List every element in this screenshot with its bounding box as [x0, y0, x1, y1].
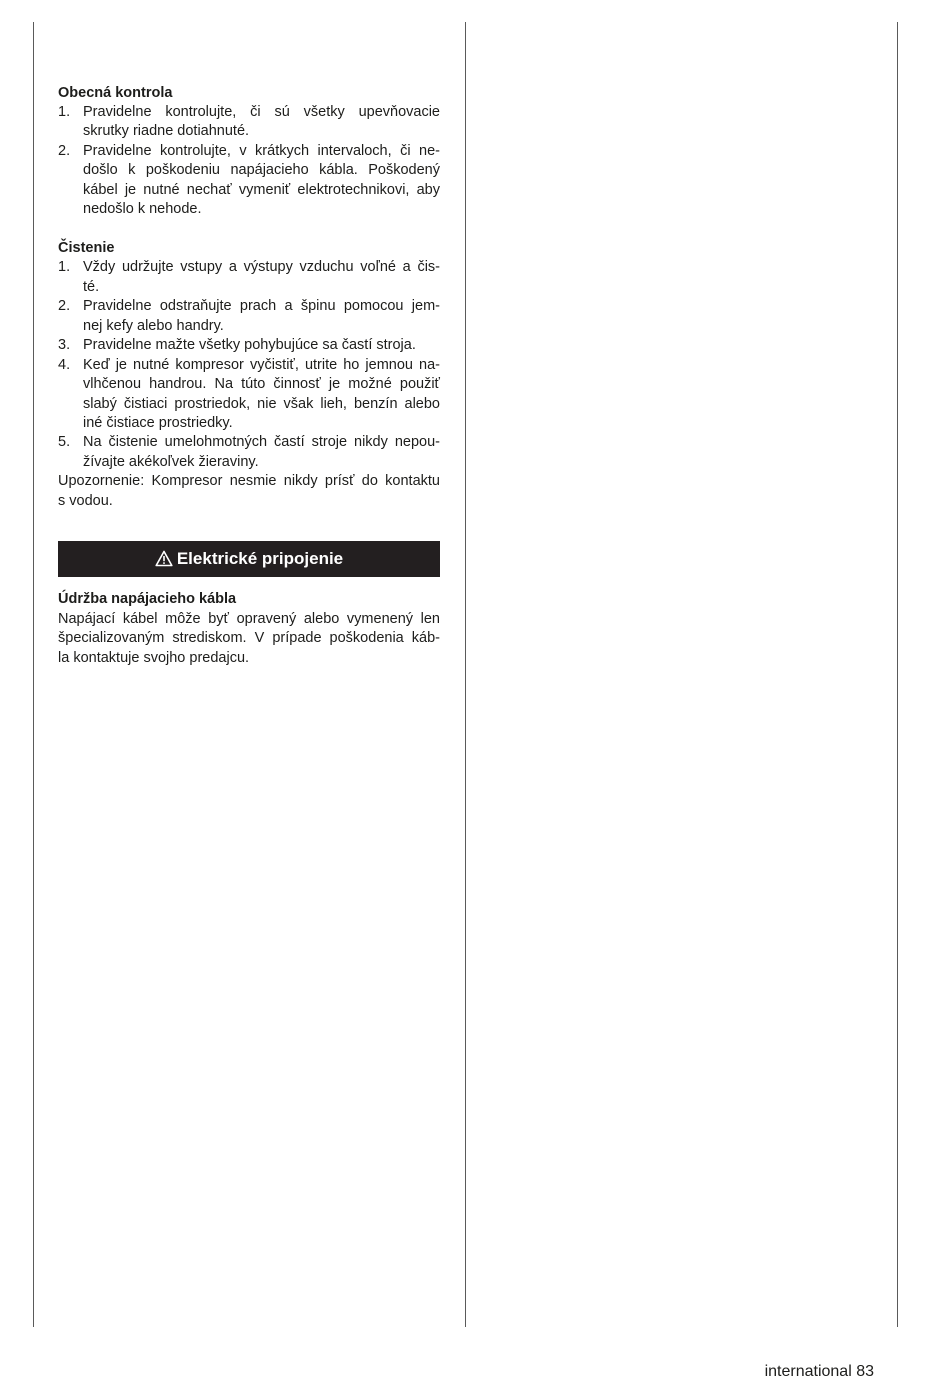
item-text — [83, 336, 440, 355]
page-footer — [765, 1362, 874, 1382]
text-line: Upozornenie: Kompresor nesmie nikdy prísť do kontaktu — [58, 473, 440, 490]
text-line: skrutky riadne dotiahnuté. — [83, 123, 250, 140]
page-number: 83 — [856, 1363, 874, 1380]
list-item — [58, 258, 440, 297]
text-line: Pravidelne kontrolujte, v krátkych intervaloch, či ne- — [83, 142, 440, 159]
text-line: la kontaktuje svojho predajcu. — [58, 649, 250, 666]
column-divider-rule — [465, 22, 466, 1327]
section-heading-general-check: Obecná kontrola — [58, 84, 173, 101]
section-spacer — [58, 220, 440, 239]
left-margin-rule — [33, 22, 34, 1327]
footer-label: international — [764, 1363, 852, 1380]
item-text — [83, 103, 440, 142]
item-text — [83, 433, 440, 472]
text-line: iné čistiace prostriedky. — [83, 414, 233, 431]
item-text — [83, 297, 440, 336]
item-number: 1. — [58, 103, 71, 120]
text-line: s vodou. — [58, 492, 113, 509]
list-item — [58, 297, 440, 336]
section-heading-cleaning: Čistenie — [58, 240, 115, 256]
list-item — [58, 356, 440, 434]
text-line: žívajte akékoľvek žieraviny. — [83, 453, 259, 470]
text-line: vlhčenou handrou. Na túto činnosť je možné použiť — [83, 376, 440, 393]
list-item — [58, 433, 440, 472]
item-number: 5. — [58, 434, 71, 451]
item-text — [83, 142, 440, 220]
maintenance-text-block — [58, 84, 440, 512]
item-number: 4. — [58, 356, 71, 373]
text-line: nej kefy alebo handry. — [83, 317, 224, 334]
section-banner-electrical-connection — [58, 541, 440, 577]
text-line: slabý čistiaci prostriedok, nie však lieh, benzín alebo — [83, 395, 440, 412]
text-line: Na čistenie umelohmotných častí stroje nikdy nepou- — [83, 434, 440, 451]
list-item — [58, 142, 440, 220]
list-item — [58, 336, 440, 355]
text-line: nedošlo k nehode. — [83, 201, 202, 218]
text-line: kábel je nutné nechať vymeniť elektrotechnikovi, aby — [83, 181, 440, 198]
item-text — [83, 356, 440, 434]
text-line: té. — [83, 278, 100, 295]
text-line: Napájací kábel môže byť opravený alebo vymenený len — [58, 610, 440, 627]
text-line: Pravidelne odstraňujte prach a špinu pomocou jem- — [83, 298, 440, 315]
text-line: Pravidelne kontrolujte, či sú všetky upevňovacie — [83, 103, 440, 120]
warning-icon — [155, 550, 173, 567]
item-number: 2. — [58, 142, 71, 159]
text-line: Pravidelne mažte všetky pohybujúce sa častí stroja. — [83, 337, 416, 354]
cable-maintenance-block — [58, 590, 440, 668]
cleaning-note — [58, 472, 440, 511]
right-margin-rule — [897, 22, 898, 1327]
text-line: Vždy udržujte vstupy a výstupy vzduchu voľné a čis- — [83, 259, 440, 276]
banner-title: Elektrické pripojenie — [176, 549, 344, 568]
item-number: 1. — [58, 259, 71, 276]
section-heading-cable-maintenance: Údržba napájacieho kábla — [58, 591, 237, 608]
text-line: špecializovaným strediskom. V prípade poškodenia káb- — [58, 630, 440, 647]
text-line: došlo k poškodeniu napájacieho kábla. Poškodený — [83, 162, 440, 179]
item-text — [83, 258, 440, 297]
list-item — [58, 103, 440, 142]
item-number: 2. — [58, 298, 71, 315]
item-number: 3. — [58, 337, 71, 354]
text-line: Keď je nutné kompresor vyčistiť, utrite ho jemnou na- — [83, 356, 440, 373]
